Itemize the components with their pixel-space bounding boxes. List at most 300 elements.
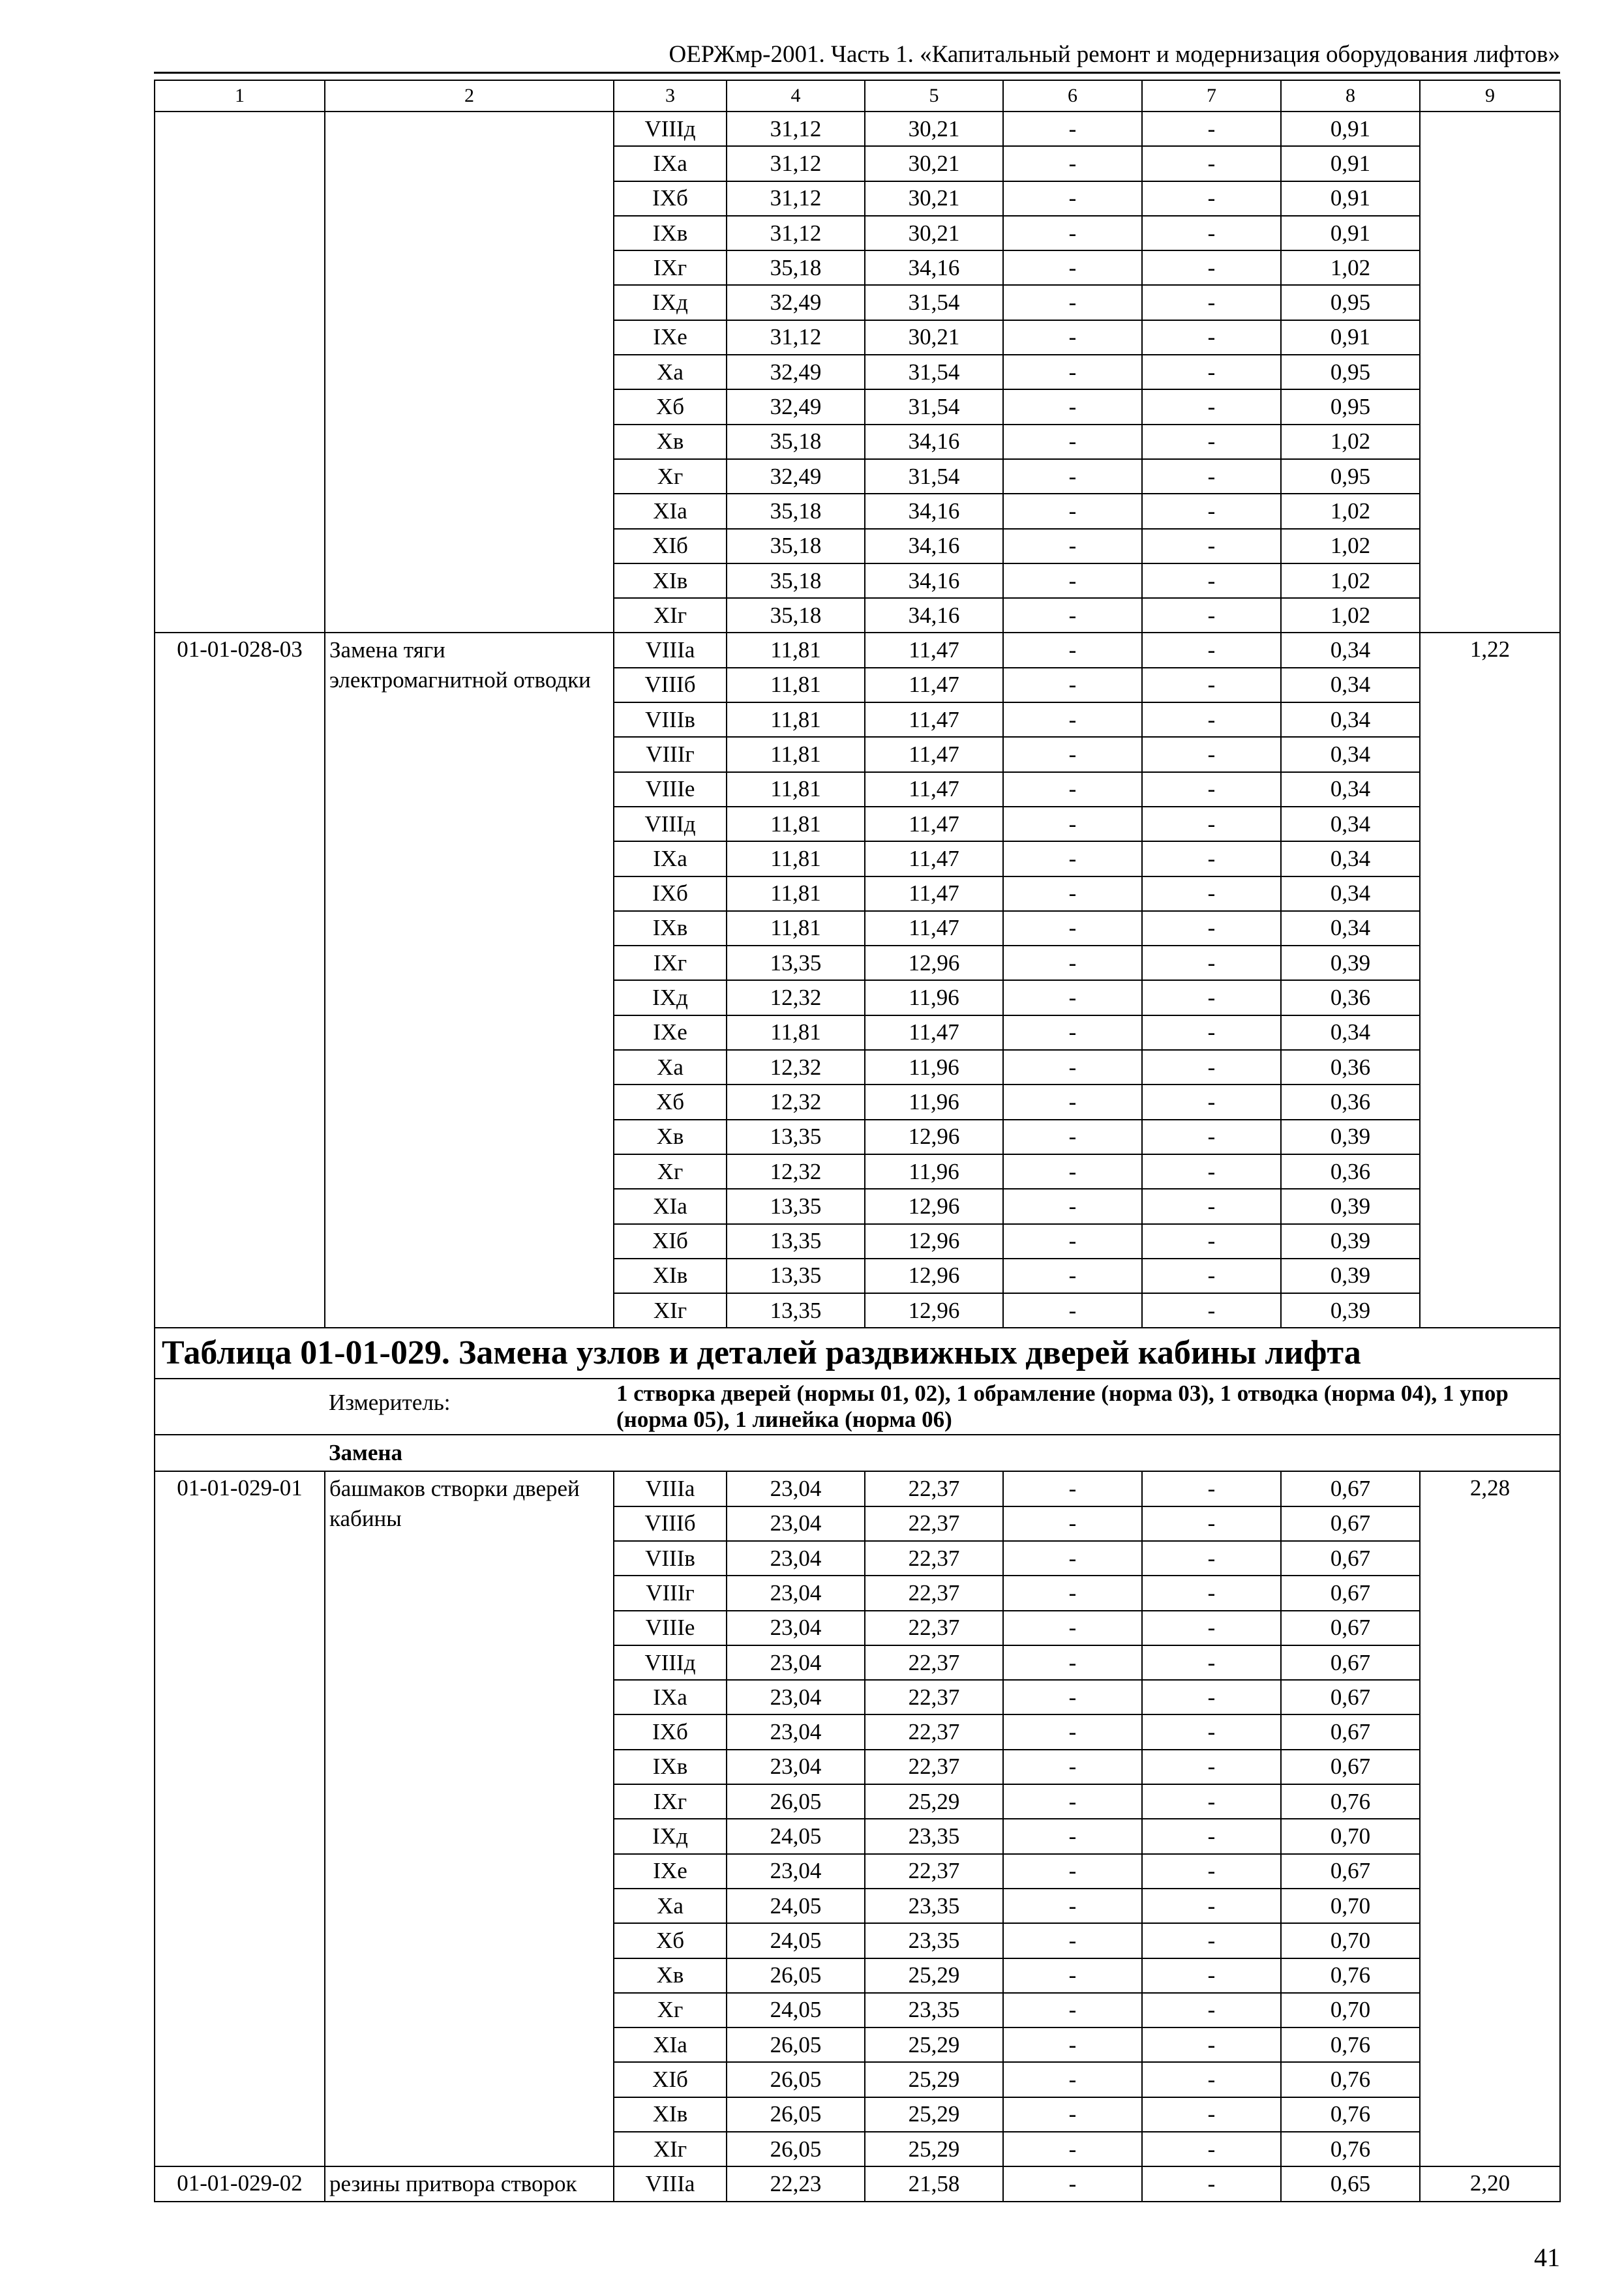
col7-value: - [1142,807,1281,841]
running-header: ОЕРЖмр-2001. Часть 1. «Капитальный ремонт и модернизация оборудования лифтов» [154,38,1560,74]
col4-value: 23,04 [727,1506,865,1541]
col6-value: - [1003,911,1142,946]
col7-value: - [1142,1576,1281,1610]
col8-value: 0,76 [1281,2132,1420,2166]
col5-value: 22,37 [865,1645,1003,1680]
table-row [155,633,1560,667]
col4-value: 13,35 [727,1189,865,1223]
col4-value: 24,05 [727,1923,865,1958]
zone-code: VIIIв [614,1541,727,1576]
col6-value: - [1003,494,1142,528]
col6-value: - [1003,2097,1142,2132]
col5-value: 23,35 [865,1889,1003,1923]
col7-value: - [1142,1224,1281,1259]
col5-value: 11,47 [865,737,1003,771]
col6-value: - [1003,1541,1142,1576]
norm-code: 01-01-029-02 [155,2166,325,2201]
col5-value: 22,37 [865,1680,1003,1714]
col5-value: 22,37 [865,1471,1003,1506]
zone-code: IXа [614,841,727,876]
zone-code: IXг [614,946,727,980]
col6-value: - [1003,529,1142,563]
column-number: 7 [1142,80,1281,112]
col6-value: - [1003,633,1142,667]
col4-value: 22,23 [727,2166,865,2201]
zone-code: IXа [614,1680,727,1714]
zone-code: VIIIг [614,1576,727,1610]
zone-code: VIIIа [614,1471,727,1506]
norm-name: Замена тяги электромагнитной отводки [325,633,614,1328]
col8-value: 0,95 [1281,285,1420,320]
col6-value: - [1003,1085,1142,1119]
col7-value: - [1142,1050,1281,1085]
zone-code: IXд [614,285,727,320]
col7-value: - [1142,1923,1281,1958]
column-numbers-row [155,80,1560,112]
col4-value: 11,81 [727,702,865,737]
col6-value: - [1003,1750,1142,1784]
zone-code: XIб [614,1224,727,1259]
col8-value: 0,91 [1281,112,1420,146]
col5-value: 34,16 [865,598,1003,633]
col4-value: 12,32 [727,1085,865,1119]
col7-value: - [1142,1015,1281,1050]
col8-value: 0,67 [1281,1541,1420,1576]
col6-value: - [1003,1293,1142,1328]
col7-value: - [1142,1541,1281,1576]
col8-value: 0,34 [1281,841,1420,876]
col5-value: 22,37 [865,1506,1003,1541]
col4-value: 31,12 [727,146,865,181]
col9-value [1420,112,1560,633]
col5-value: 22,37 [865,1750,1003,1784]
col4-value: 11,81 [727,668,865,702]
col7-value: - [1142,737,1281,771]
col6-value: - [1003,563,1142,598]
col9-value: 2,28 [1420,1471,1560,2166]
col5-value: 34,16 [865,494,1003,528]
col6-value: - [1003,1189,1142,1223]
col6-value: - [1003,1680,1142,1714]
col4-value: 23,04 [727,1714,865,1749]
col8-value: 0,65 [1281,2166,1420,2201]
col4-value: 26,05 [727,1958,865,1993]
col6-value: - [1003,1471,1142,1506]
zone-code: VIIIд [614,807,727,841]
table-row [155,2166,1560,2201]
col6-value: - [1003,1506,1142,1541]
measure-spacer [155,1379,325,1435]
col6-value: - [1003,1854,1142,1889]
col4-value: 13,35 [727,1120,865,1154]
col5-value: 23,35 [865,1923,1003,1958]
col5-value: 30,21 [865,112,1003,146]
col6-value: - [1003,355,1142,389]
col7-value: - [1142,598,1281,633]
col4-value: 35,18 [727,425,865,459]
measure-label: Измеритель: [325,1379,614,1435]
col6-value: - [1003,425,1142,459]
col6-value: - [1003,702,1142,737]
col6-value: - [1003,1120,1142,1154]
col4-value: 26,05 [727,2097,865,2132]
col6-value: - [1003,2132,1142,2166]
col6-value: - [1003,112,1142,146]
col5-value: 12,96 [865,1120,1003,1154]
zone-code: IXб [614,181,727,216]
col4-value: 35,18 [727,529,865,563]
col4-value: 26,05 [727,1784,865,1819]
col7-value: - [1142,285,1281,320]
col5-value: 11,96 [865,1050,1003,1085]
col7-value: - [1142,1784,1281,1819]
col7-value: - [1142,2166,1281,2201]
measure-row [155,1379,1560,1435]
col8-value: 0,76 [1281,2097,1420,2132]
zone-code: IXв [614,1750,727,1784]
col6-value: - [1003,1015,1142,1050]
zone-code: VIIIб [614,1506,727,1541]
zone-code: VIIIа [614,633,727,667]
column-number: 6 [1003,80,1142,112]
col6-value: - [1003,1050,1142,1085]
col8-value: 0,39 [1281,1259,1420,1293]
col6-value: - [1003,876,1142,911]
col7-value: - [1142,1819,1281,1853]
col5-value: 30,21 [865,146,1003,181]
zone-code: VIIIг [614,737,727,771]
col7-value: - [1142,1714,1281,1749]
col5-value: 11,96 [865,1085,1003,1119]
column-number: 9 [1420,80,1560,112]
col5-value: 31,54 [865,459,1003,494]
zone-code: XIг [614,1293,727,1328]
norm-name [325,112,614,633]
col4-value: 31,12 [727,320,865,355]
col7-value: - [1142,1854,1281,1889]
zone-code: Xа [614,355,727,389]
col7-value: - [1142,459,1281,494]
col4-value: 32,49 [727,285,865,320]
col5-value: 25,29 [865,2027,1003,2062]
col4-value: 23,04 [727,1471,865,1506]
col8-value: 0,67 [1281,1645,1420,1680]
col6-value: - [1003,1958,1142,1993]
col7-value: - [1142,1889,1281,1923]
col4-value: 23,04 [727,1645,865,1680]
col5-value: 30,21 [865,320,1003,355]
col7-value: - [1142,494,1281,528]
zone-code: IXв [614,216,727,250]
norms-table [154,80,1561,2202]
col7-value: - [1142,216,1281,250]
col8-value: 0,36 [1281,980,1420,1015]
col4-value: 26,05 [727,2132,865,2166]
zone-code: VIIIв [614,702,727,737]
zone-code: VIIIб [614,668,727,702]
col8-value: 0,67 [1281,1506,1420,1541]
col4-value: 13,35 [727,1259,865,1293]
col7-value: - [1142,389,1281,424]
col7-value: - [1142,2027,1281,2062]
col4-value: 24,05 [727,1889,865,1923]
col4-value: 32,49 [727,459,865,494]
col5-value: 21,58 [865,2166,1003,2201]
col6-value: - [1003,1993,1142,2027]
column-number: 3 [614,80,727,112]
norm-name: резины притвора створок [325,2166,614,2201]
col4-value: 35,18 [727,563,865,598]
zone-code: VIIIд [614,1645,727,1680]
col5-value: 12,96 [865,1224,1003,1259]
col5-value: 22,37 [865,1854,1003,1889]
norm-code: 01-01-028-03 [155,633,325,1328]
col8-value: 0,67 [1281,1714,1420,1749]
col4-value: 13,35 [727,946,865,980]
col5-value: 11,47 [865,702,1003,737]
col6-value: - [1003,216,1142,250]
col6-value: - [1003,2166,1142,2201]
zone-code: VIIIд [614,112,727,146]
col5-value: 11,47 [865,1015,1003,1050]
col6-value: - [1003,841,1142,876]
col7-value: - [1142,841,1281,876]
col5-value: 11,47 [865,668,1003,702]
table-row [155,1471,1560,1506]
zone-code: Xб [614,1923,727,1958]
col8-value: 0,34 [1281,911,1420,946]
zone-code: Xв [614,1958,727,1993]
column-number: 2 [325,80,614,112]
col4-value: 23,04 [727,1576,865,1610]
col7-value: - [1142,112,1281,146]
col7-value: - [1142,911,1281,946]
table-title: Таблица 01-01-029. Замена узлов и деталей раздвижных дверей кабины лифта [155,1328,1560,1379]
col7-value: - [1142,355,1281,389]
zone-code: VIIIе [614,1611,727,1645]
col6-value: - [1003,2027,1142,2062]
col8-value: 0,34 [1281,1015,1420,1050]
col8-value: 1,02 [1281,529,1420,563]
zone-code: XIа [614,2027,727,2062]
col7-value: - [1142,563,1281,598]
col8-value: 0,34 [1281,633,1420,667]
col5-value: 25,29 [865,1958,1003,1993]
col6-value: - [1003,1576,1142,1610]
col7-value: - [1142,2062,1281,2097]
col5-value: 22,37 [865,1714,1003,1749]
col6-value: - [1003,772,1142,807]
col4-value: 11,81 [727,737,865,771]
col4-value: 11,81 [727,876,865,911]
table-body [155,80,1560,2202]
col5-value: 30,21 [865,216,1003,250]
zone-code: IXе [614,1854,727,1889]
col4-value: 32,49 [727,355,865,389]
col5-value: 31,54 [865,285,1003,320]
col4-value: 26,05 [727,2062,865,2097]
col6-value: - [1003,1224,1142,1259]
col6-value: - [1003,1154,1142,1189]
col4-value: 12,32 [727,1154,865,1189]
col5-value: 11,47 [865,911,1003,946]
section-spacer [155,1435,325,1471]
col8-value: 0,34 [1281,772,1420,807]
zone-code: XIг [614,598,727,633]
col4-value: 12,32 [727,1050,865,1085]
col8-value: 0,67 [1281,1576,1420,1610]
col5-value: 11,47 [865,807,1003,841]
col5-value: 11,47 [865,633,1003,667]
col8-value: 0,70 [1281,1889,1420,1923]
col6-value: - [1003,1819,1142,1853]
col4-value: 11,81 [727,807,865,841]
table-row [155,112,1560,146]
col7-value: - [1142,2097,1281,2132]
col6-value: - [1003,1784,1142,1819]
col8-value: 0,39 [1281,946,1420,980]
col5-value: 25,29 [865,1784,1003,1819]
zone-code: Xг [614,1993,727,2027]
zone-code: XIв [614,563,727,598]
col8-value: 0,34 [1281,702,1420,737]
col5-value: 22,37 [865,1576,1003,1610]
col7-value: - [1142,702,1281,737]
column-number: 4 [727,80,865,112]
col5-value: 25,29 [865,2062,1003,2097]
col7-value: - [1142,1120,1281,1154]
col7-value: - [1142,1506,1281,1541]
col7-value: - [1142,633,1281,667]
col7-value: - [1142,1680,1281,1714]
col6-value: - [1003,181,1142,216]
col4-value: 11,81 [727,911,865,946]
zone-code: XIб [614,529,727,563]
col5-value: 22,37 [865,1541,1003,1576]
col7-value: - [1142,181,1281,216]
col7-value: - [1142,1750,1281,1784]
col8-value: 0,76 [1281,1784,1420,1819]
col6-value: - [1003,1889,1142,1923]
col6-value: - [1003,459,1142,494]
col6-value: - [1003,737,1142,771]
col4-value: 24,05 [727,1819,865,1853]
col4-value: 31,12 [727,216,865,250]
col7-value: - [1142,1085,1281,1119]
col7-value: - [1142,876,1281,911]
zone-code: Xа [614,1889,727,1923]
col5-value: 11,96 [865,980,1003,1015]
zone-code: VIIIе [614,772,727,807]
col8-value: 0,34 [1281,668,1420,702]
col5-value: 25,29 [865,2097,1003,2132]
col4-value: 23,04 [727,1854,865,1889]
col4-value: 35,18 [727,494,865,528]
col5-value: 22,37 [865,1611,1003,1645]
col6-value: - [1003,146,1142,181]
col6-value: - [1003,807,1142,841]
col6-value: - [1003,668,1142,702]
col6-value: - [1003,980,1142,1015]
column-number: 1 [155,80,325,112]
col4-value: 24,05 [727,1993,865,2027]
zone-code: XIг [614,2132,727,2166]
norm-code: 01-01-029-01 [155,1471,325,2166]
col5-value: 30,21 [865,181,1003,216]
col5-value: 34,16 [865,529,1003,563]
col8-value: 0,95 [1281,355,1420,389]
col5-value: 34,16 [865,425,1003,459]
col5-value: 11,96 [865,1154,1003,1189]
col5-value: 25,29 [865,2132,1003,2166]
zone-code: IXа [614,146,727,181]
col4-value: 23,04 [727,1680,865,1714]
col4-value: 23,04 [727,1750,865,1784]
col9-value: 1,22 [1420,633,1560,1328]
col6-value: - [1003,285,1142,320]
zone-code: IXе [614,320,727,355]
zone-code: Xг [614,459,727,494]
section-label: Замена [325,1435,1560,1471]
col5-value: 12,96 [865,1293,1003,1328]
col8-value: 1,02 [1281,250,1420,285]
col8-value: 0,76 [1281,2062,1420,2097]
col8-value: 0,39 [1281,1120,1420,1154]
col8-value: 0,70 [1281,1819,1420,1853]
col5-value: 12,96 [865,946,1003,980]
zone-code: Xг [614,1154,727,1189]
col8-value: 0,34 [1281,876,1420,911]
col4-value: 23,04 [727,1541,865,1576]
col8-value: 0,91 [1281,181,1420,216]
col7-value: - [1142,1611,1281,1645]
col6-value: - [1003,1611,1142,1645]
col6-value: - [1003,1923,1142,1958]
zone-code: Xб [614,1085,727,1119]
col8-value: 0,67 [1281,1854,1420,1889]
col4-value: 12,32 [727,980,865,1015]
col8-value: 0,67 [1281,1471,1420,1506]
col8-value: 0,34 [1281,737,1420,771]
zone-code: IXб [614,876,727,911]
col5-value: 12,96 [865,1189,1003,1223]
zone-code: Xв [614,425,727,459]
col7-value: - [1142,772,1281,807]
col4-value: 32,49 [727,389,865,424]
col8-value: 0,76 [1281,2027,1420,2062]
col8-value: 0,39 [1281,1293,1420,1328]
col8-value: 0,70 [1281,1993,1420,2027]
col7-value: - [1142,529,1281,563]
col4-value: 11,81 [727,772,865,807]
col8-value: 0,95 [1281,389,1420,424]
col6-value: - [1003,598,1142,633]
col7-value: - [1142,1259,1281,1293]
col7-value: - [1142,1993,1281,2027]
zone-code: VIIIа [614,2166,727,2201]
col4-value: 31,12 [727,112,865,146]
col8-value: 1,02 [1281,563,1420,598]
col8-value: 0,91 [1281,320,1420,355]
column-number: 5 [865,80,1003,112]
col6-value: - [1003,1645,1142,1680]
col7-value: - [1142,980,1281,1015]
col6-value: - [1003,250,1142,285]
col8-value: 0,39 [1281,1189,1420,1223]
zone-code: XIа [614,1189,727,1223]
zone-code: XIб [614,2062,727,2097]
col7-value: - [1142,668,1281,702]
